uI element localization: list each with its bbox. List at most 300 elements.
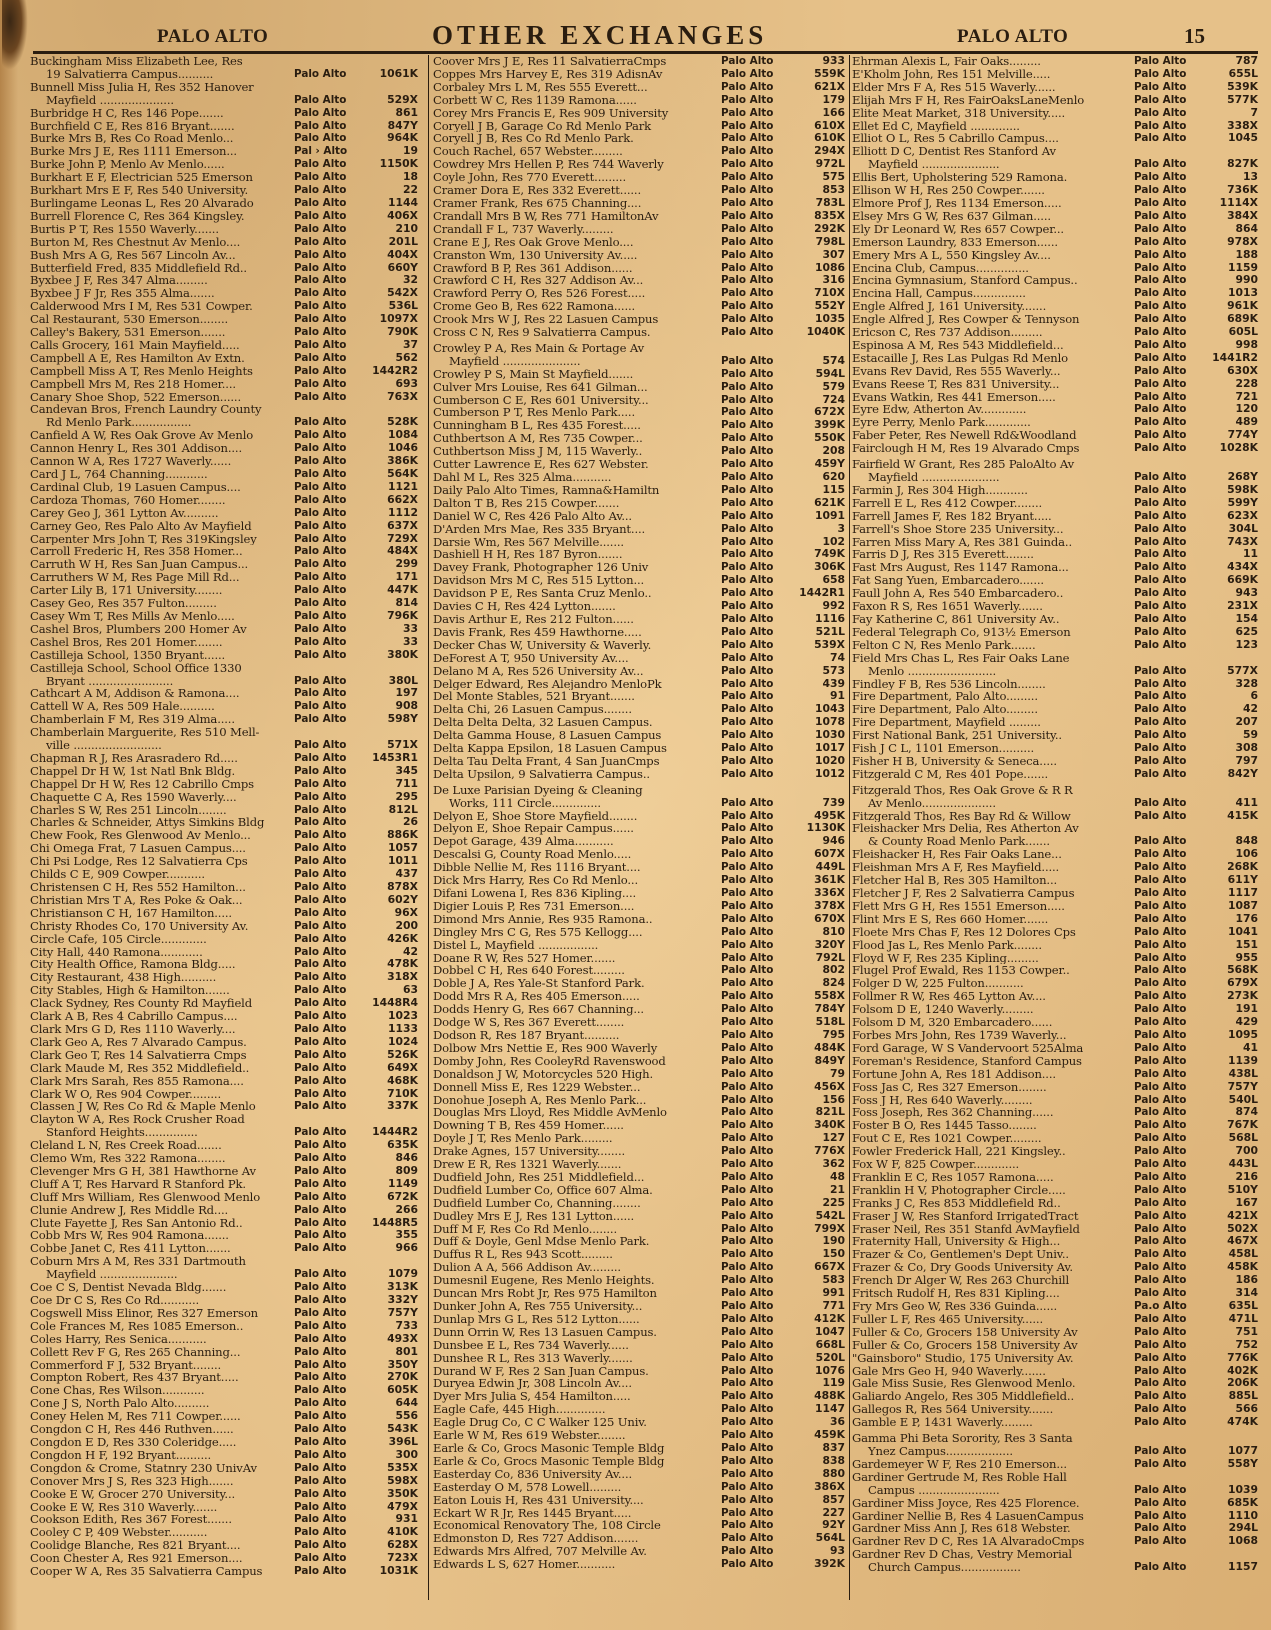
entry-exchange: Palo Alto: [294, 364, 347, 377]
entry-name: Digier Louis P, Res 731 Emerson....: [433, 899, 635, 913]
entry-name: Fraser Neil, Res 351 Stanfd AvMayfield: [852, 1222, 1080, 1236]
entry-phone-number: 933: [822, 54, 845, 67]
entry-name: Felton C N, Res Menlo Park.......: [852, 638, 1036, 652]
entry-exchange: Palo Alto: [294, 803, 347, 816]
entry-exchange: Palo Alto: [721, 587, 774, 600]
entry-exchange: Palo Alto: [294, 584, 347, 597]
entry-name: Doane R W, Res 527 Homer.......: [433, 951, 616, 965]
entry-name: Corey Mrs Francis E, Res 909 University: [433, 106, 669, 120]
entry-phone-number: 406X: [387, 208, 418, 222]
directory-column-2: [428, 55, 850, 1600]
entry-exchange: Palo Alto: [1134, 351, 1187, 364]
entry-listing: [30, 778, 290, 791]
entry-phone-number: 42: [402, 944, 418, 958]
entry-exchange: Palo Alto: [721, 432, 774, 445]
entry-phone-number: 294X: [814, 144, 845, 158]
entry-exchange: Palo Alto: [721, 171, 774, 184]
entry-phone-number: 231X: [1227, 599, 1258, 613]
directory-entry: [852, 1471, 1258, 1497]
entry-listing: [30, 958, 290, 971]
entry-name: Cashel Bros, Res 201 Homer........: [30, 635, 223, 649]
directory-entry: [30, 713, 418, 726]
directory-entry: [433, 184, 845, 197]
entry-phone-number: 630X: [1227, 363, 1258, 377]
entry-name: Dingley Mrs C G, Res 575 Kellogg....: [433, 925, 643, 939]
entry-phone-number: 573: [822, 663, 845, 677]
entry-name: Foss J H, Res 640 Waverly.........: [852, 1093, 1033, 1107]
entry-listing: [852, 874, 1130, 887]
entry-exchange: Palo Alto: [721, 471, 774, 483]
entry-listing: [433, 861, 717, 874]
entry-exchange: Palo Alto: [1134, 912, 1187, 925]
entry-name: Compton Robert, Res 437 Bryant.....: [30, 1371, 239, 1385]
directory-entry: [30, 81, 418, 107]
entry-listing: [30, 1229, 290, 1242]
entry-listing: [852, 1522, 1130, 1535]
directory-entry: [30, 1475, 418, 1488]
entry-exchange: Palo Alto: [721, 767, 774, 780]
entry-exchange: Palo Alto: [1134, 416, 1187, 429]
entry-name: Clunie Andrew J, Res Middle Rd....: [30, 1203, 229, 1217]
entry-listing: [852, 952, 1130, 965]
entry-exchange: Palo Alto: [721, 1183, 774, 1196]
directory-entry: [30, 1217, 418, 1230]
entry-listing: [433, 1119, 717, 1132]
entry-phone-number: 1084: [387, 428, 418, 442]
entry-listing: [30, 55, 290, 81]
entry-phone-number: 412K: [814, 1311, 845, 1325]
directory-entry: [852, 365, 1258, 378]
entry-name: City Restaurant, 438 High..........: [30, 971, 217, 985]
entry-listing: [852, 391, 1130, 404]
entry-name: Davey Frank, Photographer 126 Univ: [433, 561, 649, 575]
directory-entry: [433, 1119, 845, 1132]
entry-exchange: Palo Alto: [294, 351, 347, 364]
entry-listing: [852, 1145, 1130, 1158]
entry-name: Edwards L S, 627 Homer...........: [433, 1558, 616, 1572]
entry-phone-number: 37: [402, 337, 418, 351]
directory-entry: [433, 574, 845, 587]
entry-exchange: Palo Alto: [721, 1274, 774, 1287]
entry-phone-number: 1013: [1227, 286, 1258, 300]
entry-name: Coe Dr C S, Res Co Rd...........: [30, 1294, 200, 1307]
entry-name: Forbes Mrs John, Res 1739 Waverly...: [852, 1028, 1067, 1042]
entry-exchange: Palo Alto: [294, 1448, 347, 1461]
entry-phone-number: 207: [1235, 715, 1258, 729]
entry-exchange: Palo Alto: [1134, 561, 1187, 574]
directory-entry: [433, 223, 845, 236]
entry-name: Commerford F J, 532 Bryant........: [30, 1358, 222, 1372]
entry-exchange: Palo Alto: [1134, 1496, 1187, 1509]
directory-entry: [852, 1029, 1258, 1042]
entry-exchange: Palo Alto: [294, 442, 347, 455]
entry-exchange: Palo Alto: [1134, 1158, 1187, 1171]
entry-phone-number: 1130K: [806, 821, 845, 835]
entry-name: Christy Rhodes Co, 170 University Av.: [30, 919, 249, 933]
entry-listing: [852, 587, 1130, 600]
directory-entry: [433, 990, 845, 1003]
entry-name: Coney Helen M, Res 711 Cowper......: [30, 1410, 241, 1424]
directory-entry: [433, 977, 845, 990]
entry-listing: [852, 132, 1130, 145]
directory-entry: [30, 623, 418, 636]
entry-exchange: Palo Alto: [1134, 1261, 1187, 1274]
directory-entry: [30, 120, 418, 133]
entry-phone-number: 853: [822, 183, 845, 197]
entry-phone-number: 307: [822, 247, 845, 261]
entry-name: Emery Mrs A L, 550 Kingsley Av....: [852, 248, 1051, 262]
entry-exchange: Palo Alto: [1134, 990, 1187, 1003]
directory-entry: [852, 1287, 1258, 1300]
entry-name: DeForest A T, 950 University Av....: [433, 651, 629, 665]
entry-name: Circle Cafe, 105 Circle.............: [30, 932, 207, 946]
directory-entry: [852, 861, 1258, 874]
entry-exchange: Palo Alto: [1134, 196, 1187, 209]
entry-phone-number: 119: [822, 1376, 845, 1390]
entry-name: Coryell J B, Res Co Rd Menlo Park.: [433, 132, 634, 146]
entry-name-continued: Mayfield .....................: [46, 92, 174, 107]
entry-exchange: Palo Alto: [721, 1132, 774, 1145]
directory-entry: [433, 1068, 845, 1081]
directory-entry: [30, 1294, 418, 1307]
directory-entry: [852, 1003, 1258, 1016]
entry-listing: [852, 810, 1130, 823]
entry-exchange: Palo Alto: [294, 1332, 347, 1345]
directory-entry: [852, 236, 1258, 249]
directory-entry: [30, 946, 418, 959]
entry-listing: [433, 1248, 717, 1261]
directory-entry: [433, 665, 845, 678]
directory-entry: [433, 1390, 845, 1403]
entry-listing: [433, 184, 717, 197]
entry-name: Fuller L F, Res 465 University......: [852, 1312, 1043, 1326]
entry-exchange: Palo Alto: [294, 1229, 347, 1242]
entry-phone-number: 846: [395, 1151, 418, 1165]
entry-listing: [433, 1068, 717, 1081]
entry-exchange: Palo Alto: [294, 648, 347, 661]
directory-entry: [852, 132, 1258, 145]
entry-listing: [433, 1081, 717, 1094]
entry-exchange: Palo Alto: [1134, 158, 1187, 171]
entry-name: Duncan Mrs Robt Jr, Res 975 Hamilton: [433, 1287, 657, 1300]
entry-listing: [852, 403, 1130, 416]
entry-exchange: Palo Alto: [721, 1312, 774, 1325]
entry-exchange: Palo Alto: [1134, 535, 1187, 548]
entry-name: Darsie Wm, Res 567 Melville.......: [433, 535, 624, 549]
entry-exchange: Palo Alto: [294, 558, 347, 571]
entry-phone-number: 1441R2: [1212, 350, 1258, 364]
entry-exchange: Palo Alto: [294, 829, 347, 842]
entry-phone-number: 411: [1235, 795, 1258, 809]
entry-exchange: Palo Alto: [1134, 1457, 1187, 1470]
entry-listing: [30, 481, 290, 494]
entry-exchange: Palo Alto: [721, 600, 774, 613]
entry-name: Delano M A, Res 526 University Av...: [433, 664, 644, 678]
directory-entry: [852, 1326, 1258, 1339]
directory-entry: [433, 68, 845, 81]
entry-exchange: Palo Alto: [294, 1500, 347, 1513]
entry-listing: [30, 1204, 290, 1217]
entry-name: Cooley C P, 409 Webster...........: [30, 1526, 208, 1540]
entry-name: Calley's Bakery, 531 Emerson.......: [30, 326, 226, 339]
entry-name: Donohue Joseph A, Res Menlo Park...: [433, 1093, 647, 1107]
directory-entry: [852, 613, 1258, 626]
directory-entry: [30, 236, 418, 249]
entry-exchange: Palo Alto: [294, 571, 347, 584]
entry-name: Federal Telegraph Co, 913½ Emerson: [852, 625, 1071, 639]
entry-listing: [30, 339, 290, 352]
entry-phone-number: 106: [1235, 847, 1258, 861]
entry-exchange: Palo Alto: [1134, 390, 1187, 403]
entry-phone-number: 299: [395, 557, 418, 571]
directory-entry: [433, 926, 845, 939]
entry-name: Byxbee J F Jr, Res 355 Alma.......: [30, 287, 215, 301]
directory-entry: [30, 468, 418, 481]
entry-name: Doble J A, Res Yale-St Stanford Park.: [433, 977, 645, 991]
entry-phone-number: 1041: [1227, 924, 1258, 938]
entry-exchange: Palo Alto: [294, 1358, 347, 1371]
entry-exchange: Palo Alto: [294, 751, 347, 764]
entry-name: Clack Sydney, Res County Rd Mayfield: [30, 997, 252, 1011]
entry-exchange: Palo Alto: [721, 419, 774, 432]
entry-exchange: Palo Alto: [721, 300, 774, 313]
entry-exchange: Palo Alto: [1134, 1028, 1187, 1041]
entry-listing: [433, 262, 717, 275]
entry-name: Eagle Cafe, 445 High..............: [433, 1403, 606, 1417]
directory-entry: [433, 561, 845, 574]
entry-exchange: Palo Alto: [721, 796, 774, 809]
entry-exchange: Palo Alto: [721, 548, 774, 561]
entry-name: Fast Mrs August, Res 1147 Ramona...: [852, 561, 1069, 575]
entry-phone-number: 1039: [1227, 1482, 1258, 1496]
entry-exchange: Palo Alto: [294, 635, 347, 648]
directory-entry: [852, 145, 1258, 171]
entry-listing: [852, 236, 1130, 249]
entry-phone-number: 478K: [387, 957, 418, 971]
directory-entry: [30, 778, 418, 791]
entry-name: Conover Mrs J S, Res 323 High.......: [30, 1474, 234, 1488]
entry-exchange: Palo Alto: [721, 1261, 774, 1274]
directory-entry: [433, 1261, 845, 1274]
entry-listing: [852, 1158, 1130, 1171]
directory-entry: [30, 287, 418, 300]
entry-name: Fish J C L, 1101 Emerson..........: [852, 742, 1035, 755]
entry-name-continued: Stanford Heights...............: [46, 1125, 198, 1140]
entry-name: Cooke E W, Grocer 270 University...: [30, 1487, 236, 1501]
entry-listing: [30, 184, 290, 197]
directory-entry: [433, 1545, 845, 1558]
entry-name: Fleishacker Mrs Delia, Res Atherton Av: [852, 822, 1079, 836]
entry-name: Clark Mrs Sarah, Res 855 Ramona....: [30, 1074, 244, 1088]
entry-name: Dashiell H H, Res 187 Byron.......: [433, 548, 623, 562]
entry-listing: [433, 68, 717, 81]
entry-exchange: Palo Alto: [294, 132, 347, 145]
directory-entry: [433, 1029, 845, 1042]
entry-listing: [433, 1468, 717, 1481]
entry-phone-number: 167: [1235, 1195, 1258, 1209]
entry-listing: [852, 768, 1130, 781]
directory-entry: [30, 300, 418, 313]
directory-entry: [852, 729, 1258, 742]
entry-phone-number: 885L: [1228, 1389, 1258, 1403]
entry-listing: [433, 822, 717, 835]
entry-name: Gale Miss Susie, Res Glenwood Menlo.: [852, 1377, 1076, 1391]
entry-phone-number: 186: [1235, 1273, 1258, 1287]
entry-name: Gallegos R, Res 564 University.......: [852, 1403, 1054, 1417]
entry-listing: [852, 729, 1130, 742]
entry-name: Drake Agnes, 157 University........: [433, 1145, 626, 1159]
entry-exchange: Palo Alto: [1134, 587, 1187, 600]
entry-listing: [30, 1036, 290, 1049]
entry-phone-number: 1078: [814, 715, 845, 729]
entry-phone-number: 22: [402, 183, 418, 197]
entry-phone-number: 972L: [815, 157, 845, 171]
entry-phone-number: 74: [829, 650, 845, 664]
entry-name: Burke Mrs J E, Res 1111 Emerson...: [30, 145, 237, 159]
entry-phone-number: 1147: [814, 1402, 845, 1416]
entry-exchange: Palo Alto: [1134, 690, 1187, 703]
entry-phone-number: 166: [822, 105, 845, 119]
entry-listing: [30, 378, 290, 391]
entry-name: Cramer Dora E, Res 332 Everett......: [433, 184, 642, 197]
entry-phone-number: 176: [1235, 911, 1258, 925]
entry-name: Chi Omega Frat, 7 Lasuen Campus....: [30, 842, 246, 856]
entry-exchange: Palo Alto: [721, 261, 774, 274]
entry-exchange: Palo Alto: [721, 1558, 774, 1571]
directory-entry: [30, 481, 418, 494]
entry-phone-number: 459K: [814, 1428, 845, 1442]
entry-name: Clark Mrs G D, Res 1110 Waverly....: [30, 1022, 236, 1036]
directory-entry: [433, 1507, 845, 1520]
entry-exchange: Palo Alto: [294, 1397, 347, 1410]
entry-listing: [433, 1158, 717, 1171]
entry-name: Easterday O M, 578 Lowell.........: [433, 1480, 622, 1494]
entry-exchange: Palo Alto: [1134, 1522, 1187, 1535]
entry-listing: [852, 197, 1130, 210]
entry-listing: [30, 610, 290, 623]
directory-entry: [30, 1552, 418, 1565]
entry-phone-number: 123: [1235, 637, 1258, 651]
entry-listing: [852, 1287, 1130, 1300]
entry-exchange: Palo Alto: [1134, 638, 1187, 651]
entry-phone-number: 32: [402, 273, 418, 287]
entry-name: Crook Mrs W J, Res 22 Lasuen Campus: [433, 313, 659, 327]
directory-entry: [433, 939, 845, 952]
directory-column-3: [852, 55, 1258, 1574]
entry-name: Fout C E, Res 1021 Cowper.........: [852, 1132, 1042, 1146]
directory-entry: [30, 197, 418, 210]
entry-listing: [433, 1390, 717, 1403]
entry-listing: [30, 507, 290, 520]
directory-entry: [30, 765, 418, 778]
entry-name: Cutter Lawrence E, Res 627 Webster.: [433, 458, 649, 471]
entry-exchange: Palo Alto: [721, 612, 774, 625]
entry-listing: [30, 1113, 290, 1139]
entry-exchange: Palo Alto: [294, 842, 347, 855]
entry-name: Galiardo Angelo, Res 305 Middlefield..: [852, 1390, 1075, 1404]
entry-exchange: Palo Alto: [721, 1248, 774, 1261]
entry-listing: [30, 894, 290, 907]
directory-entry: [30, 262, 418, 275]
entry-name: Campbell A E, Res Hamilton Av Extn.: [30, 351, 245, 365]
entry-listing: [433, 678, 717, 691]
entry-listing: [433, 742, 717, 755]
entry-listing: [852, 274, 1130, 287]
entry-name: Cunningham B L, Res 435 Forest.....: [433, 419, 641, 433]
entry-listing: [30, 1333, 290, 1346]
entry-listing: [433, 561, 717, 574]
entry-listing: [433, 639, 717, 652]
entry-name: Davies C H, Res 424 Lytton.......: [433, 600, 616, 613]
entry-name: Coles Harry, Res Senica...........: [30, 1332, 207, 1346]
entry-exchange: Palo Alto: [294, 932, 347, 945]
entry-exchange: Palo Alto: [294, 222, 347, 235]
header-right-title: PALO ALTO: [957, 26, 1069, 47]
entry-phone-number: 96X: [394, 905, 418, 919]
entry-exchange: Palo Alto: [1134, 1183, 1187, 1196]
entry-listing: [852, 1248, 1130, 1261]
entry-exchange: Palo Alto: [294, 1487, 347, 1500]
entry-exchange: Palo Alto: [721, 1480, 774, 1493]
entry-name: Elite Meat Market, 318 University.....: [852, 106, 1066, 120]
entry-name-continued: Rd Menlo Park.................: [46, 415, 192, 430]
directory-entry: [433, 1248, 845, 1261]
entry-exchange: Palo Alto: [721, 899, 774, 912]
entry-phone-number: 1112: [387, 505, 418, 519]
entry-listing: [433, 587, 717, 600]
entry-listing: [30, 1165, 290, 1178]
entry-phone-number: 332Y: [387, 1293, 418, 1306]
directory-entry: [852, 1119, 1258, 1132]
entry-listing: [433, 1261, 717, 1274]
entry-listing: [30, 765, 290, 778]
entry-listing: [30, 313, 290, 326]
directory-entry: [433, 132, 845, 145]
entry-exchange: Palo Alto: [1134, 132, 1187, 145]
entry-listing: [433, 1042, 717, 1055]
directory-entry: [852, 197, 1258, 210]
entry-exchange: Palo Alto: [1134, 612, 1187, 625]
entry-name: Clevenger Mrs G H, 381 Hawthorne Av: [30, 1164, 256, 1178]
entry-listing: [852, 939, 1130, 952]
directory-entry: [433, 900, 845, 913]
directory-entry: [433, 1326, 845, 1339]
entry-phone-number: 752: [1235, 1337, 1258, 1351]
entry-listing: [852, 990, 1130, 1003]
directory-entry: [433, 120, 845, 133]
directory-entry: [30, 1010, 418, 1023]
entry-listing: [30, 455, 290, 468]
entry-exchange: Palo Alto: [721, 1429, 774, 1442]
entry-listing: [30, 145, 290, 158]
entry-exchange: Palo Alto: [1134, 209, 1187, 222]
entry-phone-number: 644: [395, 1396, 418, 1410]
entry-name: Delta Delta Delta, 32 Lasuen Campus.: [433, 716, 653, 730]
entry-listing: [852, 120, 1130, 133]
entry-name: Drew E R, Res 1321 Waverly.......: [433, 1158, 622, 1171]
entry-phone-number: 1012: [814, 766, 845, 780]
directory-entry: [433, 145, 845, 158]
entry-phone-number: 1116: [814, 611, 845, 625]
entry-name: Distel L, Mayfield .................: [433, 938, 599, 952]
entry-exchange: Palo Alto: [721, 874, 774, 887]
entry-phone-number: 188: [1235, 247, 1258, 261]
entry-listing: [433, 848, 717, 861]
entry-phone-number: 535X: [387, 1460, 418, 1474]
entry-exchange: Palo Alto: [294, 1513, 347, 1526]
entry-exchange: Palo Alto: [1134, 1054, 1187, 1067]
entry-phone-number: 711: [395, 776, 418, 790]
